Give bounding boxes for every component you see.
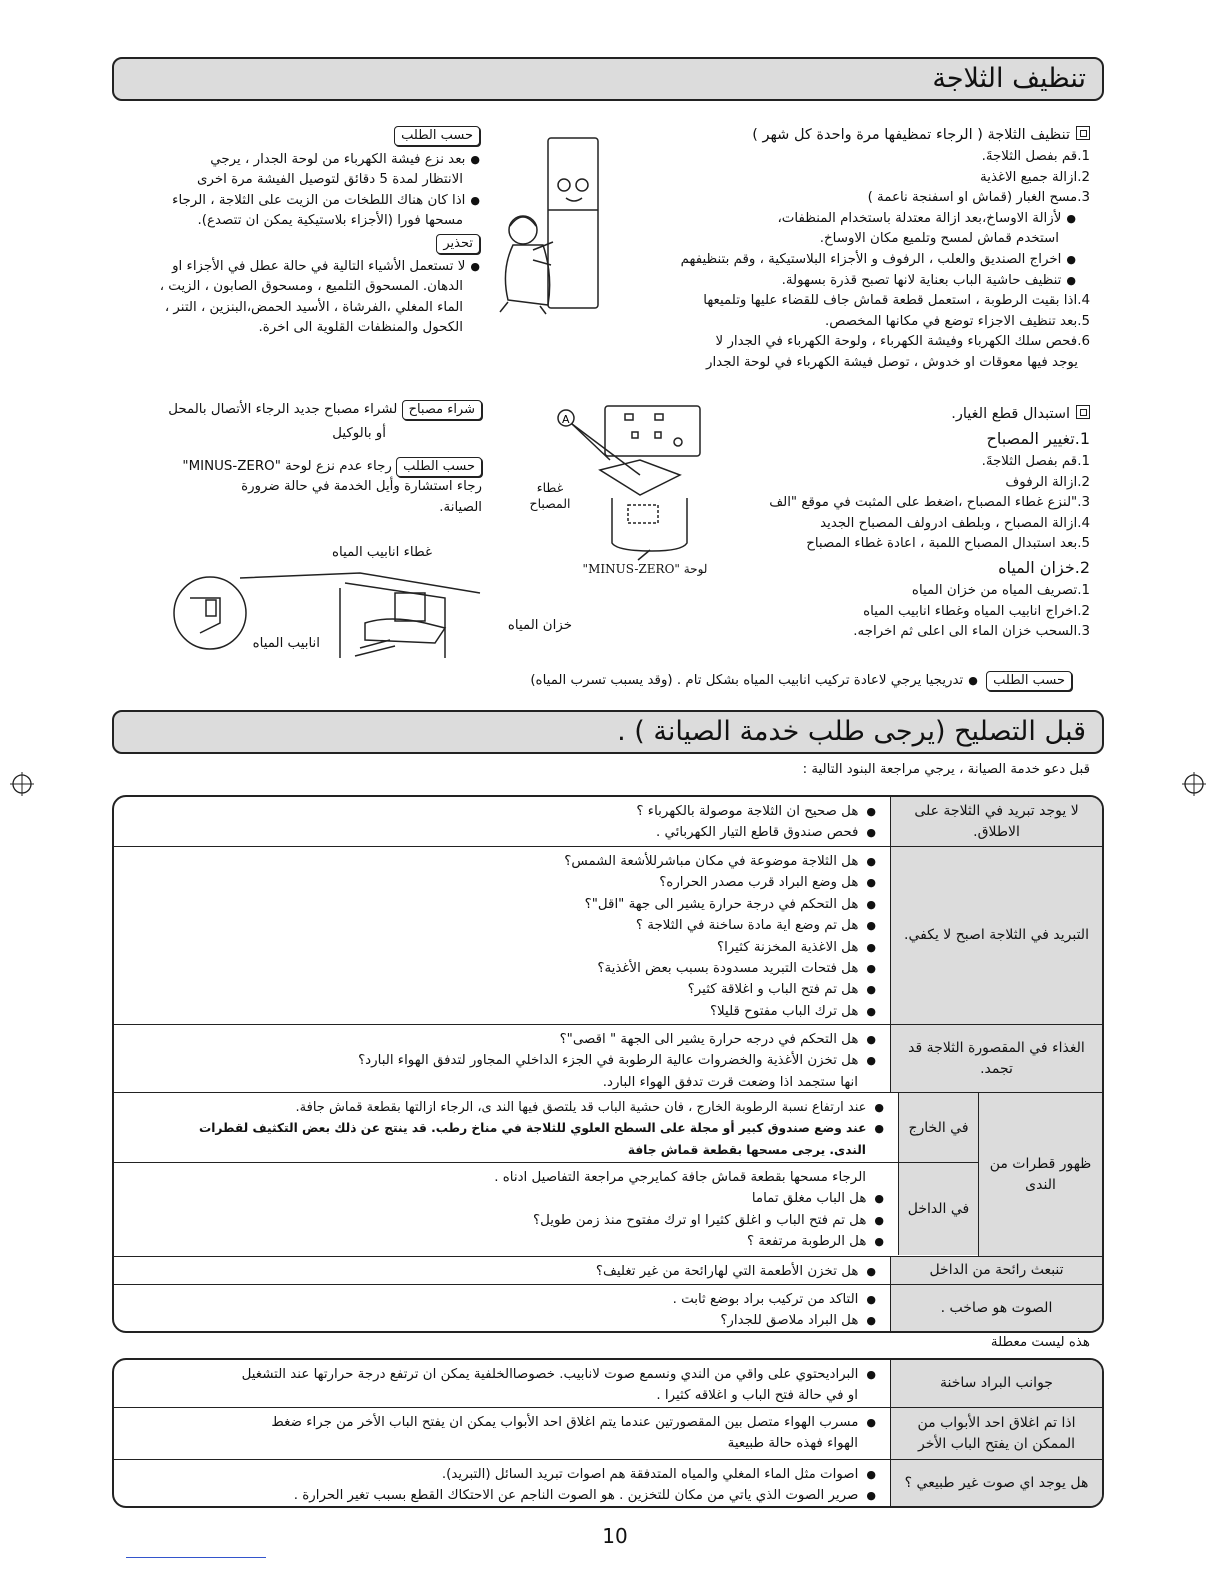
check-note: الندى. يرجى مسحها بقطعة قماش جافة (627, 1142, 866, 1157)
normal-conditions-table (112, 1358, 1104, 1508)
cleaning-substep: استخدم قماش لمسح وتلميع مكان الاوساخ. (819, 231, 1059, 247)
tank-hand-shape (365, 619, 445, 643)
check-item: ● هل الثلاجة موضوعة في مكان مباشرللأشعة الشمس؟ (122, 851, 876, 872)
parts-notes: شراء مصباح لشراء مصباح جديد الرجاء الأتصال بالمحل أو بالوكيل حسب الطلب رجاء عدم نزع لوحة "MINUS-ZERO" رجاء استشارة وأيل الخدمة في حالة ضرورة الصيانة. (112, 400, 482, 518)
parts-heading: استبدال قطع الغيار. (951, 406, 1070, 422)
check-item: ● هل التحكم في درجه حرارة يشير الى الجهة " اقصى"؟ (122, 1029, 876, 1050)
note-line: مسحها فورا (الأجزاء بلاستيكية يمكن ان تتصدع). (197, 213, 463, 229)
check-item: ● هل الرطوبة مرتفعة ؟ (122, 1231, 884, 1252)
row-label: لا يوجد تبريد في الثلاجة على الاطلاق. (890, 797, 1102, 846)
as-needed-tag: حسب الطلب (394, 126, 480, 146)
row-label: جوانب البراد ساخنة (890, 1360, 1102, 1407)
table-row (114, 847, 1102, 1025)
cleaning-heading: تنظيف الثلاجة ( الرجاء تمظيفها مرة واحدة كل شهر ) (752, 127, 1070, 143)
row-label: الغذاء في المقصورة الثلاجة قد تجمد. (890, 1025, 1102, 1092)
check-item: ● البراديحتوي على واقي من الندي ونسمع صوت لانابيب. خصوصاالخلفية يمكن ان ترتفع درجة حرارتها عند التشغيل (122, 1364, 876, 1385)
repair-intro: قبل دعو خدمة الصيانة ، يرجي مراجعة البنود التالية : (802, 762, 1090, 777)
check-item: ● مسرب الهواء متصل بين المقصورتين عندما يتم اغلاق احد الأبواب يمكن ان يفتح الباب الأخر من جراء ضغط (122, 1412, 876, 1433)
table-row (114, 1093, 1102, 1257)
tank-step: 2.اخراج انابيب المياه وغطاء انابيب المياه (863, 603, 1090, 619)
row-label: تنبعث رائحة من الداخل (890, 1257, 1102, 1284)
check-item: ● اصوات مثل الماء المغلي والمياه المتدفقة هم اصوات تبريد السائل (التبريد). (122, 1464, 876, 1485)
cleaning-step: 5.بعد تنظيف الاجزاء توضع في مكانها المخصص. (824, 313, 1090, 329)
cleaning-step: 6.فحص سلك الكهرباء وفيشة الكهرباء ، ولوحة الكهرباء في الجدار لا (715, 334, 1090, 350)
table-row (114, 1460, 1102, 1506)
footer-rule (126, 1557, 266, 1558)
table-row (114, 1025, 1102, 1093)
cleaning-substep: ● تنظيف حاشية الباب بعناية لانها تصبح قذرة بسهولة. (600, 271, 1090, 292)
repair-title: قبل التصليح (يرجى طلب خدمة الصيانة ) . (112, 710, 1104, 754)
warning-line: الدهان. المسحوق التلميع ، ومسحوق الصابون ، الزيت ، (159, 279, 463, 295)
not-faulty-heading: هذه ليست معطلة (990, 1335, 1090, 1350)
as-needed-tag: حسب الطلب (396, 457, 482, 477)
inside-label: في الداخل (898, 1163, 978, 1255)
cleaning-step: 2.ازالة جميع الاغذية (980, 169, 1090, 185)
person-head (509, 216, 537, 244)
troubleshooting-table (112, 795, 1104, 1333)
cleaning-instructions (600, 123, 1090, 374)
pipes-label: انابيب المياه (252, 636, 320, 651)
tank-label: خزان المياه (507, 618, 572, 633)
row-label: التبريد في الثلاجة اصبح لا يكفي. (890, 847, 1102, 1024)
checkbox-icon (1076, 126, 1090, 140)
check-item: ● عند ارتفاع نسبة الرطوبة الخارج ، فان حشية الباب قد يلتصق فيها الند ى، الرجاء ازالتها بقطعة قماش جافة. (122, 1097, 884, 1118)
check-item: ● هل التحكم في درجة حرارة يشير الى جهة "اقل"؟ (122, 894, 876, 915)
check-note: الهواء فهذه حالة طبيعية (727, 1436, 858, 1452)
check-item: ● هل تم فتح الباب و اغلق كثيرا او ترك مفتوح منذ زمن طويل؟ (122, 1210, 884, 1231)
warning-line: الماء المغلي ،الفرشاة ، الأسيد الحمض،البنزين ، التنر ، (164, 299, 463, 315)
check-note: انها ستجمد اذا وضعت قرت تدفق الهواء البارد. (602, 1074, 858, 1090)
row-label: هل يوجد اي صوت غير طبيعي ؟ (890, 1460, 1102, 1506)
row-label: اذا تم اغلاق احد الأبواب من الممكن ان يفتح الباب الأخر (890, 1408, 1102, 1459)
lamp-cover-shape (600, 460, 680, 495)
check-item: ● فحص صندوق قاطع التيار الكهربائي . (122, 822, 876, 843)
check-item: ● عند وضع صندوق كبير أو مجلة على السطح العلوي للثلاجة في مناخ رطب. قد ينتج عن ذلك بعض التكثيف لقطرات (122, 1118, 884, 1139)
check-item: ● هل وضع البراد قرب مصدر الحراره؟ (122, 872, 876, 893)
check-item: ● هل البراد ملاصق للجدار؟ (122, 1310, 876, 1331)
tank-step: 3.السحب خزان الماء الى اعلى ثم اخراجه. (853, 624, 1090, 640)
check-item: ● هل الاغذية المخزنة كثيرا؟ (122, 937, 876, 958)
check-item: ● هل صحيح ان الثلاجة موصولة بالكهرباء ؟ (122, 801, 876, 822)
cleaning-title: تنظيف الثلاجة (112, 57, 1104, 101)
registration-mark-icon (1182, 772, 1206, 796)
cleaning-step: 1.قم بفصل الثلاجةَ. (981, 149, 1090, 164)
cleaning-step: يوجد فيها معوقات او خدوش ، توصل فيشة الكهرباء في لوحة الجدار (706, 354, 1078, 370)
checkbox-icon (1076, 405, 1090, 419)
row-label: الصوت هو صاخب . (890, 1285, 1102, 1331)
cleaning-step: 3.مسح الغبار (قماش او اسفنجة ناعمة ) (867, 190, 1090, 206)
check-item: ● هل تم وضع اية مادة ساخنة في الثلاجة ؟ (122, 915, 876, 936)
check-item: ● صرير الصوت الذي ياتي من مكان للتخزين . هو الصوت الناجم عن الاحتكاك القطع بسبب تغير الحرارة . (122, 1485, 876, 1506)
page-number: 10 (602, 1524, 628, 1548)
pipe-cover-label: غطاء انابيب المياه (332, 545, 432, 560)
tank-title: 2.خزان المياه (998, 557, 1090, 577)
reassembly-note: حسب الطلب ● تدريجيا يرجي لاعادة تركيب انابيب المياه بشكل تام . (وقد يسبب تسرب المياه) (440, 670, 1072, 692)
check-item: ● هل ترك الباب مفتوح قليلا؟ (122, 1001, 876, 1022)
table-row (114, 1285, 1102, 1331)
note-line: الانتظار لمدة 5 دقائق لتوصيل الفيشة مرة اخرى (197, 172, 463, 188)
table-row (114, 1360, 1102, 1408)
as-needed-tag: حسب الطلب (986, 671, 1072, 691)
lamp-title: 1.تغيير المصباح (986, 429, 1090, 448)
check-note: او في حالة فتح الباب و اغلاقه كثيرا . (656, 1388, 858, 1404)
buy-lamp-line: أو بالوكيل (332, 425, 386, 441)
water-tank-illustration (170, 568, 490, 668)
lamp-step: 3."لنزع غطاء المصباح ،اضغط على المثبت في موقع "الف (769, 495, 1090, 511)
lamp-step: 5.بعد استبدال المصباح اللمبة ، اعادة غطاء المصباح (806, 536, 1090, 552)
row-label: ظهور قطرات من الندى (978, 1093, 1102, 1256)
check-note: الرجاء مسحها بقطعة قماش جافة كمايرجي مراجعة التفاصيل ادناه . (494, 1170, 866, 1185)
lamp-cover-label: غطاء المصباح (529, 480, 571, 511)
cleaning-notes (112, 126, 480, 339)
minus-zero-line: رجاء استشارة وأيل الخدمة في حالة ضرورة (241, 479, 482, 495)
table-row (114, 1257, 1102, 1285)
warning-line: الكحول والمنظفات القلوية الى اخرة. (258, 320, 463, 336)
check-item: ● هل الباب مغلق تماما (122, 1188, 884, 1209)
table-row (114, 1408, 1102, 1460)
lamp-step: 1.قم بفصل الثلاجةَ. (981, 454, 1090, 469)
minus-zero-board-label: لوحة "MINUS-ZERO" (582, 562, 708, 576)
check-item: ● هل تخزن الأطعمة التي لهارائحة من غير تغليف؟ (122, 1261, 876, 1282)
check-item: ● التاكد من تركيب براد بوضع ثابت . (122, 1289, 876, 1310)
check-item: ● هل فتحات التبريد مسدودة بسبب بعض الأغذية؟ (122, 958, 876, 979)
check-item: ● هل تخزن الأغذية والخضروات عالية الرطوبة في الجزء الداخلي المجاور لتدفق الهواء البارد؟ (122, 1050, 876, 1071)
cleaning-illustration (488, 130, 608, 320)
note-line: ● بعد نزع فيشة الكهرباء من لوحة الجدار ، يرجي (112, 150, 480, 171)
lamp-step: 2.ازالة الرفوف (1005, 474, 1090, 490)
cleaning-substep: ● لأزالة الاوساخ،بعد ازالة معتدلة باستخدام المنظفات، (600, 209, 1090, 230)
note-line: ● اذا كان هناك اللطخات من الزيت على الثلاجة ، الرجاء (112, 191, 480, 212)
registration-mark-icon (10, 772, 34, 796)
parts-instructions (700, 402, 1090, 643)
check-item: ● هل تم فتح الباب و اغلاقة كثير؟ (122, 979, 876, 1000)
outside-label: في الخارج (898, 1093, 978, 1162)
warning-line: ● لا تستعمل الأشياء التالية في حالة عطل في الأجزاء او (112, 257, 480, 278)
fridge-shape (548, 138, 598, 308)
cleaning-substep: ● اخراج الصنديق والعلب ، الرفوف و الأجزاء البلاستيكية ، وقم بتنظيفهم (600, 250, 1090, 271)
minus-zero-line: الصيانة. (439, 499, 482, 515)
tank-step: 1.تصريف المياه من خزان المياه (911, 582, 1090, 598)
cleaning-step: 4.اذا بقيت الرطوبة ، استعمل قطعة قماش جاف للقضاء عليها وتلميعها (703, 293, 1090, 309)
lamp-step: 4.ازالة المصباح ، وبلطف ادرولف المصباح الجديد (820, 515, 1090, 531)
buy-lamp-tag: شراء مصباح (402, 400, 482, 420)
warning-tag: تحذير (436, 234, 480, 254)
table-row (114, 797, 1102, 847)
label-a: A (562, 413, 570, 426)
